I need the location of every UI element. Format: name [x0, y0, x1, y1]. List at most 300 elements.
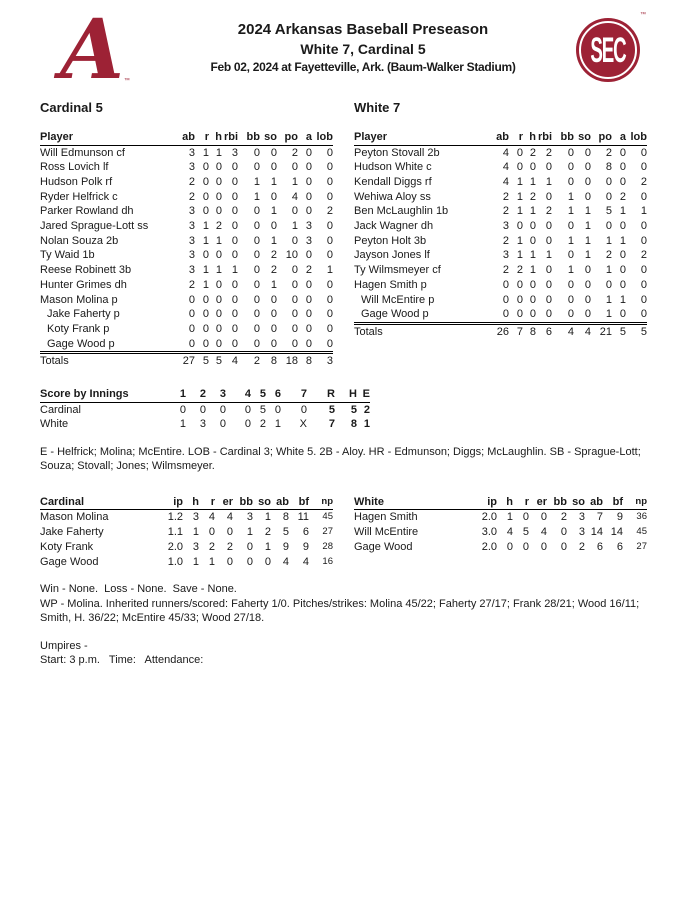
total-rbi: 4: [231, 355, 238, 368]
stat-np: 36: [636, 511, 647, 523]
stat-so: 2: [264, 526, 271, 539]
batting-row: [40, 219, 333, 234]
stat-so: 0: [260, 337, 277, 352]
pitching-row: [354, 525, 647, 540]
stat-so: 0: [584, 161, 591, 174]
player-name: Jayson Jones lf: [354, 249, 430, 262]
stat-a: 0: [619, 220, 626, 233]
player-name: Gage Wood p: [354, 307, 485, 322]
stat-rbi: 0: [231, 175, 238, 188]
stat-so: 0: [584, 175, 591, 188]
stat-h: 0: [215, 190, 222, 203]
score-by-innings-table: [40, 387, 370, 432]
stat-bf: 14: [610, 526, 623, 539]
batting-row: [40, 145, 333, 160]
stat-r: 0: [202, 161, 209, 174]
stat-so: 1: [270, 278, 277, 291]
stat-r: 5: [522, 526, 529, 539]
stat-lob: 0: [326, 249, 333, 262]
batting-row: [354, 234, 647, 249]
stat-h: 2: [529, 190, 536, 203]
stat-bf: 9: [302, 540, 309, 553]
stat-er: 0: [226, 526, 233, 539]
totals-label: Totals: [40, 355, 69, 368]
stat-r: 0: [202, 190, 209, 203]
stat-a: 1: [619, 234, 626, 247]
player-name: Parker Rowland dh: [40, 205, 134, 218]
stat-r: 1: [202, 278, 209, 291]
batting-row: [40, 234, 333, 249]
stat-er: 4: [226, 511, 233, 524]
stat-ab: 3: [188, 249, 195, 262]
stat-bf: 4: [302, 555, 309, 568]
stat-bb: 0: [567, 220, 574, 233]
stat-lob: 0: [326, 190, 333, 203]
stat-bb: 0: [253, 264, 260, 277]
stat-bf: 6: [302, 526, 309, 539]
stat-r: 0: [202, 205, 209, 218]
stat-h: 0: [215, 278, 222, 291]
stat-ip: 1.0: [167, 555, 183, 568]
player-name: Ty Waid 1b: [40, 249, 95, 262]
col-header-bf: bf: [603, 495, 623, 510]
wp-pitches-line: WP - Molina. Inherited runners/scored: Faherty 1/0. Pitches/strikes: Molina 45/22; Faherty 27/17; Frank 28/21; Wood 16/11; Smith, H. 36/22; McEntire 45/33; Wood 27/18.: [40, 597, 640, 625]
stat-bb: 0: [238, 337, 260, 352]
page-title: 2024 Arkansas Baseball Preseason: [237, 21, 489, 38]
total-a: 5: [619, 325, 626, 338]
stat-po: 1: [291, 220, 298, 233]
player-name: Jake Faherty p: [47, 308, 120, 321]
stat-r: 0: [522, 511, 529, 524]
player-name: Ross Lovich lf: [40, 161, 109, 174]
inning-2-runs: 3: [199, 418, 206, 431]
pitching-row: [40, 555, 333, 570]
pitcher-name: Gage Wood: [40, 555, 99, 568]
stat-r: 1: [516, 234, 523, 247]
stat-ab: 3: [502, 249, 509, 262]
stat-rbi: 1: [545, 175, 552, 188]
white-batting-column: [354, 100, 647, 369]
stat-r: 0: [202, 175, 209, 188]
batting-row: [40, 263, 333, 278]
stat-a: 3: [305, 234, 312, 247]
stat-r: 1: [516, 175, 523, 188]
stat-r: 0: [202, 293, 209, 306]
stat-lob: 0: [326, 293, 333, 306]
stat-h: 0: [215, 293, 222, 306]
stat-h: 1: [192, 555, 199, 568]
stat-np: 27: [636, 540, 647, 552]
stat-h: 4: [506, 526, 513, 539]
total-e: 2: [363, 403, 370, 416]
inning-4-runs: 0: [244, 403, 251, 416]
pitching-row: [354, 540, 647, 555]
stat-h: 0: [215, 308, 222, 321]
stat-so: 0: [270, 308, 277, 321]
stat-h: 1: [529, 205, 536, 218]
col-header-np: np: [309, 495, 333, 510]
stat-lob: 0: [640, 264, 647, 277]
stat-a: 2: [619, 190, 626, 203]
stat-bb: 0: [567, 278, 574, 291]
stat-lob: 0: [640, 278, 647, 291]
stat-ab: 2: [188, 175, 195, 188]
stat-h: 2: [215, 220, 222, 233]
white-pitching-column: [354, 495, 647, 569]
stat-a: 0: [619, 146, 626, 159]
stat-rbi: 0: [231, 234, 238, 247]
stat-bb: 0: [253, 293, 260, 306]
final-score-line: White 7, Cardinal 5: [300, 40, 426, 57]
cardinal-team-heading: Cardinal 5: [40, 100, 103, 115]
stat-bf: 6: [616, 540, 623, 553]
stat-h: 0: [209, 337, 222, 352]
col-header-h: h: [523, 130, 536, 145]
stat-ip: 2.0: [481, 540, 497, 553]
team-name: Cardinal: [40, 403, 81, 416]
stat-a: 0: [305, 278, 312, 291]
stat-r: 1: [202, 146, 209, 159]
stat-ab: 2: [188, 278, 195, 291]
col-header-r: r: [199, 495, 215, 510]
player-name: Hudson Polk rf: [40, 175, 113, 188]
stat-ab: 0: [188, 322, 195, 335]
stat-h: 1: [215, 264, 222, 277]
col-header-e: E: [357, 387, 370, 402]
col-header-player: Player: [40, 130, 171, 145]
col-header-r: r: [513, 495, 529, 510]
stat-so: 1: [584, 220, 591, 233]
stat-a: 0: [305, 190, 312, 203]
total-so: 4: [584, 325, 591, 338]
stat-ab: 5: [282, 526, 289, 539]
stat-po: 8: [605, 161, 612, 174]
batting-section: [40, 100, 654, 369]
stat-rbi: 0: [231, 220, 238, 233]
stat-rbi: 0: [231, 278, 238, 291]
col-header-h: H: [335, 387, 357, 402]
stat-bb: 1: [567, 234, 574, 247]
player-name: Will Edmunson cf: [40, 146, 125, 159]
stat-ip: 1.1: [167, 526, 183, 539]
col-header-ab: ab: [171, 130, 195, 145]
stat-po: 10: [285, 249, 298, 262]
stat-po: 2: [605, 249, 612, 262]
stat-ab: 4: [282, 555, 289, 568]
white-pitching-table: [354, 495, 647, 555]
stat-lob: 0: [312, 337, 333, 352]
stat-so: 2: [270, 249, 277, 262]
inning-col-6: 6: [266, 387, 281, 402]
stat-ab: 0: [188, 293, 195, 306]
score-by-innings-section: [40, 387, 654, 432]
stat-rbi: 0: [545, 190, 552, 203]
totals-label: Totals: [354, 325, 383, 338]
player-name: Koty Frank p: [47, 322, 110, 335]
batting-row: [354, 307, 647, 322]
title-block: [150, 10, 576, 76]
stat-bb: 0: [552, 307, 574, 322]
trademark-symbol: ™: [123, 78, 130, 84]
stat-a: 0: [305, 161, 312, 174]
stat-r: 0: [522, 540, 529, 553]
stat-po: 1: [605, 264, 612, 277]
stat-h: 0: [215, 175, 222, 188]
col-header-bf: bf: [289, 495, 309, 510]
stat-po: 4: [291, 190, 298, 203]
total-po: 21: [599, 325, 612, 338]
total-so: 8: [270, 355, 277, 368]
player-name: Ty Wilmsmeyer cf: [354, 264, 441, 277]
stat-so: 0: [270, 220, 277, 233]
stat-lob: 2: [640, 175, 647, 188]
stat-bb: 0: [246, 555, 253, 568]
inning-6-runs: 0: [274, 403, 281, 416]
stat-ab: 0: [485, 307, 509, 322]
stat-r: 0: [516, 293, 523, 306]
stat-h: 0: [215, 161, 222, 174]
stat-a: 3: [305, 220, 312, 233]
stat-rbi: 0: [231, 161, 238, 174]
pitching-row: [40, 510, 333, 525]
stat-rbi: 0: [545, 293, 552, 306]
stat-so: 0: [584, 190, 591, 203]
player-name: Ryder Helfrick c: [40, 190, 118, 203]
batting-row: [40, 248, 333, 263]
stat-bb: 2: [560, 511, 567, 524]
col-header-bb: bb: [547, 495, 567, 510]
stat-bb: 0: [253, 322, 260, 335]
player-name: Mason Molina p: [40, 293, 118, 306]
stat-bb: 0: [253, 308, 260, 321]
stat-bb: 0: [253, 249, 260, 262]
stat-lob: 2: [640, 249, 647, 262]
stat-a: 0: [619, 175, 626, 188]
stat-h: 1: [506, 511, 513, 524]
stat-r: 1: [202, 264, 209, 277]
stat-so: 1: [270, 205, 277, 218]
stat-h: 0: [529, 220, 536, 233]
stat-ab: 3: [502, 220, 509, 233]
stat-np: 28: [322, 540, 333, 552]
stat-rbi: 0: [545, 234, 552, 247]
stat-lob: 0: [326, 146, 333, 159]
stat-h: 1: [529, 249, 536, 262]
batting-row: [40, 322, 333, 337]
inning-col-5: 5: [251, 387, 266, 402]
stat-po: 2: [291, 146, 298, 159]
stat-so: 0: [270, 322, 277, 335]
stat-h: 1: [192, 526, 199, 539]
stat-r: 0: [202, 308, 209, 321]
total-lob: 3: [326, 355, 333, 368]
stat-po: 0: [291, 322, 298, 335]
stat-lob: 2: [326, 205, 333, 218]
stat-er: 0: [540, 511, 547, 524]
stat-po: 2: [605, 146, 612, 159]
inning-5-runs: 5: [259, 403, 266, 416]
stat-r: 1: [516, 249, 523, 262]
inning-col-7: 7: [281, 387, 307, 402]
col-header-so: so: [253, 495, 271, 510]
game-date-location: Feb 02, 2024 at Fayetteville, Ark. (Baum-Walker Stadium): [210, 60, 516, 75]
stat-h: 1: [215, 146, 222, 159]
col-header-bb: bb: [238, 130, 260, 145]
stat-rbi: 0: [231, 322, 238, 335]
stat-po: 0: [291, 293, 298, 306]
batting-header-row: [354, 130, 647, 145]
player-name: Kendall Diggs rf: [354, 175, 432, 188]
stat-h: 0: [529, 278, 536, 291]
arkansas-a-icon: A: [60, 2, 124, 98]
stat-a: 0: [619, 264, 626, 277]
stat-r: 0: [516, 146, 523, 159]
pitcher-name: Mason Molina: [40, 511, 109, 524]
stat-a: 0: [305, 293, 312, 306]
batting-header-row: [40, 130, 333, 145]
stat-so: 2: [578, 540, 585, 553]
stat-so: 1: [584, 249, 591, 262]
batting-row: [40, 175, 333, 190]
col-header-ab: ab: [585, 495, 603, 510]
stat-rbi: 0: [536, 307, 552, 322]
stat-po: 0: [291, 234, 298, 247]
stat-rbi: 0: [545, 220, 552, 233]
stat-r: 2: [516, 264, 523, 277]
team-name: White: [40, 418, 69, 431]
inning-3-runs: 0: [219, 403, 226, 416]
stat-np: 16: [322, 555, 333, 567]
stat-ab: 7: [596, 511, 603, 524]
inning-col-4: 4: [226, 387, 251, 402]
stat-lob: 0: [326, 308, 333, 321]
stat-r: 1: [202, 220, 209, 233]
stat-so: 0: [270, 293, 277, 306]
col-header-np: np: [623, 495, 647, 510]
col-header-rbi: rbi: [537, 131, 552, 143]
stat-so: 2: [270, 264, 277, 277]
batting-row: [354, 145, 647, 160]
stat-rbi: 1: [545, 249, 552, 262]
stat-so: 1: [270, 234, 277, 247]
pitcher-name: Gage Wood: [354, 540, 413, 553]
stat-bb: 1: [567, 264, 574, 277]
stat-a: 0: [619, 278, 626, 291]
stat-r: 0: [516, 220, 523, 233]
stat-np: 27: [322, 526, 333, 538]
col-header-so: so: [567, 495, 585, 510]
stat-bb: 0: [253, 146, 260, 159]
stat-ab: 3: [188, 161, 195, 174]
stat-h: 1: [529, 175, 536, 188]
batting-row: [354, 204, 647, 219]
stat-bb: 0: [567, 161, 574, 174]
stat-r: 0: [202, 322, 209, 335]
stat-lob: 0: [626, 307, 647, 322]
batting-totals-row: [354, 324, 647, 339]
col-header-player: Player: [354, 130, 485, 145]
stat-r: 0: [195, 337, 209, 352]
stat-bb: 0: [560, 540, 567, 553]
col-header-er: er: [215, 495, 233, 510]
stat-a: 0: [298, 337, 312, 352]
player-name: Ben McLaughlin 1b: [354, 205, 449, 218]
stat-rbi: 0: [231, 308, 238, 321]
player-name: Jack Wagner dh: [354, 220, 434, 233]
cardinal-pitching-table: [40, 495, 333, 569]
inning-col-1: 1: [166, 387, 186, 402]
stat-so: 0: [270, 146, 277, 159]
stat-so: 3: [578, 511, 585, 524]
stat-ab: 0: [502, 293, 509, 306]
innings-row: [40, 417, 370, 432]
game-summary-notes: E - Helfrick; Molina; McEntire. LOB - Cardinal 3; White 5. 2B - Aloy. HR - Edmunson; Diggs; McLaughlin. SB - Sprague-Lott; Souza; Stovall; Jones; Wilmsmeyer.: [40, 445, 641, 473]
stat-bb: 0: [567, 146, 574, 159]
cardinal-batting-column: [40, 100, 333, 369]
stat-po: 1: [605, 234, 612, 247]
stat-r: 4: [208, 511, 215, 524]
stat-so: 0: [270, 161, 277, 174]
stat-bf: 11: [297, 511, 309, 524]
stat-ab: 2: [188, 190, 195, 203]
cardinal-pitching-column: [40, 495, 333, 569]
stat-rbi: 0: [231, 293, 238, 306]
inning-col-3: 3: [206, 387, 226, 402]
stat-ab: 0: [502, 278, 509, 291]
player-name: Wehiwa Aloy ss: [354, 190, 431, 203]
stat-bb: 0: [560, 526, 567, 539]
col-header-r: r: [195, 130, 209, 145]
col-header-po: po: [591, 130, 612, 145]
stat-h: 0: [215, 322, 222, 335]
stat-ab: 3: [188, 205, 195, 218]
col-header-ip: ip: [155, 495, 183, 510]
stat-a: 0: [305, 308, 312, 321]
inning-7-runs: X: [299, 418, 307, 431]
masthead: [40, 2, 654, 98]
stat-bb: 0: [567, 293, 574, 306]
decisions-line: Win - None. Loss - None. Save - None.: [40, 583, 237, 596]
stat-po: 0: [291, 205, 298, 218]
stat-so: 1: [264, 511, 271, 524]
pitcher-name: Koty Frank: [40, 540, 94, 553]
pitcher-name: Jake Faherty: [40, 526, 104, 539]
stat-h: 2: [529, 146, 536, 159]
stat-rbi: 2: [545, 146, 552, 159]
pitching-team-heading: White: [354, 495, 469, 510]
stat-h: 1: [215, 234, 222, 247]
stat-r: 1: [516, 205, 523, 218]
pitcher-name: Will McEntire: [354, 526, 419, 539]
col-header-r: R: [307, 387, 335, 402]
stat-bb: 0: [246, 540, 253, 553]
stat-a: 0: [305, 175, 312, 188]
batting-totals-row: [40, 354, 333, 369]
stat-bb: 0: [253, 234, 260, 247]
stat-rbi: 3: [231, 146, 238, 159]
col-header-so: so: [574, 130, 591, 145]
col-header-rbi: rbi: [223, 131, 238, 143]
stat-ab: 8: [282, 511, 289, 524]
player-name: Peyton Stovall 2b: [354, 146, 440, 159]
inning-7-runs: 0: [300, 403, 307, 416]
stat-r: 2: [208, 540, 215, 553]
stat-bb: 1: [246, 526, 253, 539]
player-name: Will McEntire p: [361, 293, 435, 306]
stat-so: 0: [574, 307, 591, 322]
stat-so: 0: [264, 555, 271, 568]
stat-ab: 2: [502, 205, 509, 218]
